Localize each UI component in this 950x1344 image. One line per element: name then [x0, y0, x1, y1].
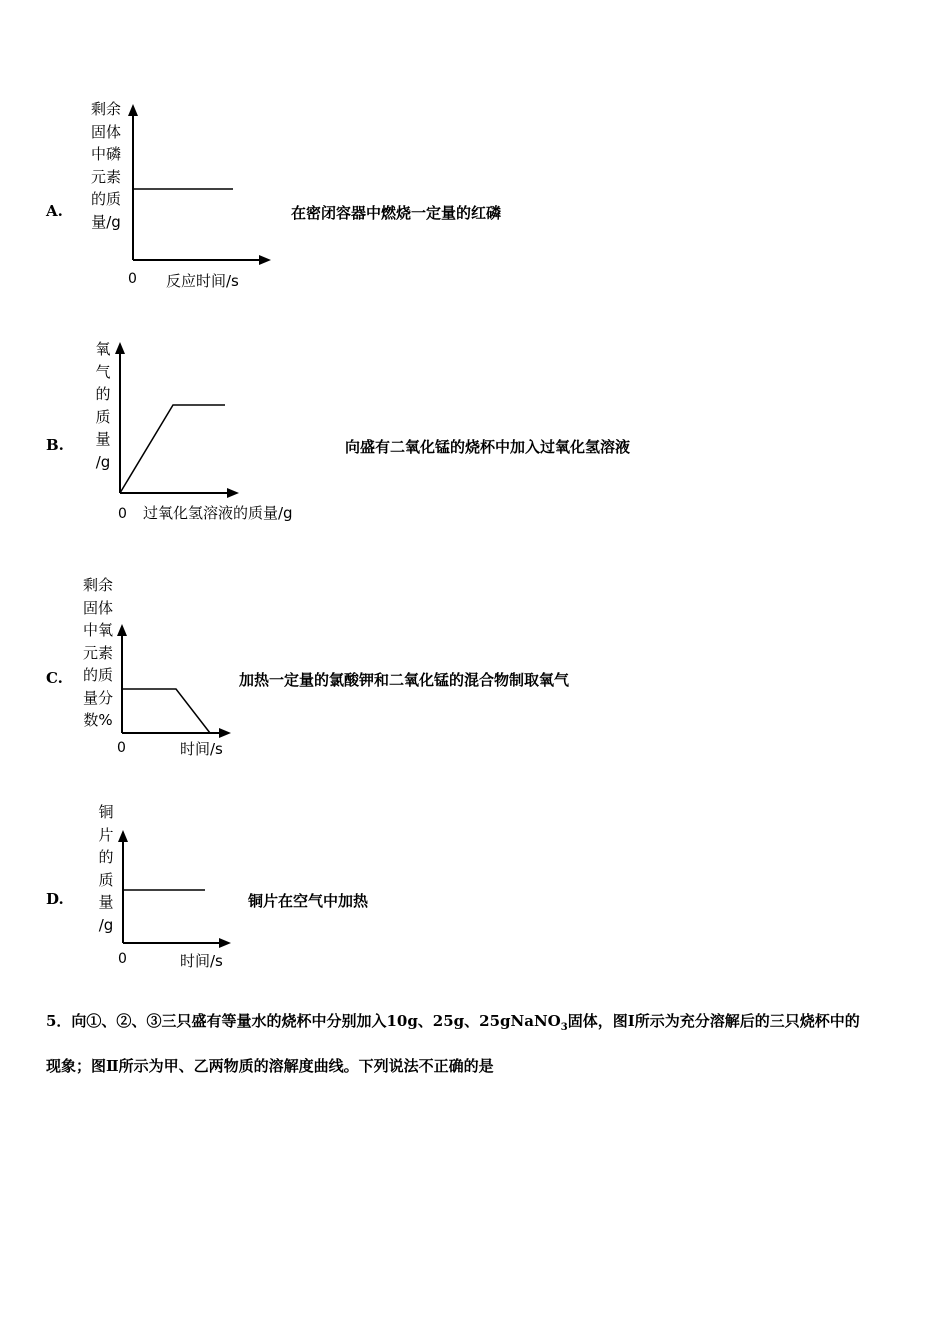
- y-label-line: 量: [98, 893, 114, 911]
- y-label-line: 气: [95, 362, 111, 381]
- question-5: [46, 1002, 916, 1085]
- option-a-description: 在密闭容器中燃烧一定量的红磷: [291, 204, 502, 222]
- x-axis-arrow: [219, 938, 231, 948]
- option-d-x-axis-label: 时间/s: [180, 952, 223, 970]
- y-label-line: 量分: [82, 688, 113, 707]
- y-label-line: 元素: [90, 167, 121, 186]
- question-5-line-1: [46, 1002, 916, 1047]
- y-label-line: /g: [98, 915, 114, 934]
- option-a-letter: A.: [46, 202, 63, 220]
- y-label-line: 氧: [95, 340, 111, 358]
- y-label-line: 量: [95, 430, 111, 448]
- option-b-x-axis-label: 过氧化氢溶液的质量/g: [143, 504, 293, 522]
- option-b-description: 向盛有二氧化锰的烧杯中加入过氧化氢溶液: [345, 438, 631, 456]
- question-5-line-2: 现象；图Ⅱ所示为甲、乙两物质的溶解度曲线。下列说法不正确的是: [46, 1057, 494, 1075]
- y-axis-arrow: [118, 830, 128, 842]
- y-label-line: 固体: [82, 598, 113, 617]
- question-5-text-a: 5．向①、②、③三只盛有等量水的烧杯中分别加入10g、25g、25gNaNO: [46, 1012, 561, 1030]
- y-label-line: 质: [95, 407, 111, 426]
- option-c-x-axis-label: 时间/s: [180, 740, 223, 758]
- option-a-x-axis-label: 反应时间/s: [166, 272, 239, 290]
- y-label-line: 数%: [83, 711, 113, 729]
- option-a-origin: 0: [128, 271, 137, 287]
- y-label-line: 固体: [90, 122, 121, 141]
- option-c-letter: C.: [46, 669, 63, 687]
- option-c-description: 加热一定量的氯酸钾和二氧化锰的混合物制取氧气: [239, 671, 570, 689]
- y-label-line: 的质: [82, 666, 113, 684]
- y-label-line: 剩余: [90, 100, 121, 118]
- y-label-line: 的质: [90, 190, 121, 208]
- question-5-subscript: 3: [560, 1022, 568, 1033]
- option-d-letter: D.: [46, 890, 64, 908]
- y-label-line: 的: [98, 848, 114, 866]
- option-d-description: 铜片在空气中加热: [248, 892, 369, 910]
- y-label-line: 元素: [82, 643, 113, 662]
- y-label-line: 中氧: [82, 621, 113, 639]
- y-label-line: 量/g: [91, 212, 121, 231]
- y-label-line: 的: [95, 385, 111, 403]
- option-b-origin: 0: [118, 506, 127, 522]
- option-c-origin: 0: [117, 740, 126, 756]
- y-label-line: 质: [98, 870, 114, 889]
- y-label-line: /g: [95, 452, 111, 471]
- y-label-line: 中磷: [90, 145, 121, 163]
- y-label-line: 片: [98, 825, 114, 844]
- question-5-text-b: 固体，图Ⅰ所示为充分溶解后的三只烧杯中的: [567, 1012, 860, 1030]
- y-label-line: 剩余: [82, 576, 113, 594]
- option-d-origin: 0: [118, 951, 127, 967]
- option-b-letter: B.: [46, 436, 64, 454]
- y-label-line: 铜: [98, 803, 114, 821]
